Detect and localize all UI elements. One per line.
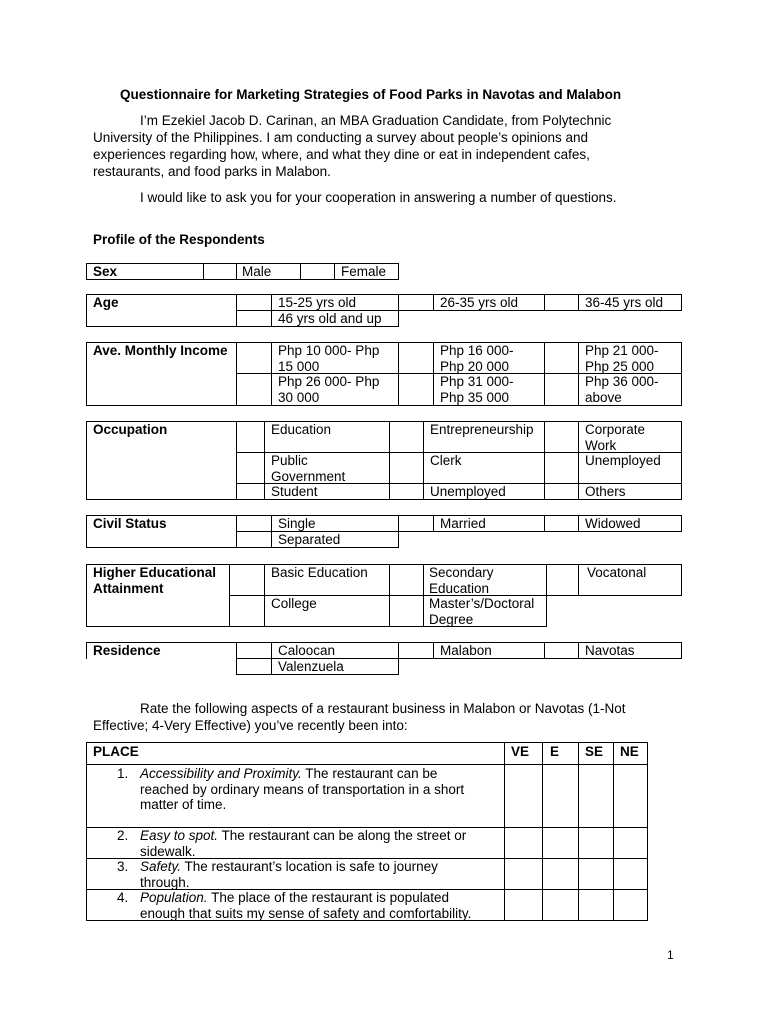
income-option-36k-above[interactable]: Php 36 000- above <box>585 374 659 405</box>
rate-instructions-line-1: Rate the following aspects of a restaurant business in Malabon or Navotas (1-Not <box>140 701 626 716</box>
document-title: Questionnaire for Marketing Strategies of Food Parks in Navotas and Malabon <box>120 87 622 102</box>
income-label: Ave. Monthly Income <box>93 343 228 358</box>
education-option-college[interactable]: College <box>271 596 317 611</box>
education-option-vocational[interactable]: Vocatonal <box>587 565 647 580</box>
occupation-option-public-government[interactable]: Public Government <box>271 453 346 484</box>
occupation-option-corporate-work[interactable]: Corporate Work <box>585 422 646 453</box>
occupation-option-education[interactable]: Education <box>271 422 332 437</box>
occupation-label: Occupation <box>93 422 168 437</box>
civil-status-option-married[interactable]: Married <box>440 516 486 531</box>
residence-label: Residence <box>93 643 161 658</box>
occupation-option-unemployed-2[interactable]: Unemployed <box>430 484 506 499</box>
income-option-10-15k[interactable]: Php 10 000- Php 15 000 <box>278 343 380 374</box>
education-option-masters-doctoral[interactable]: Master’s/Doctoral Degree <box>429 596 535 627</box>
education-option-basic[interactable]: Basic Education <box>271 565 368 580</box>
age-option-26-35[interactable]: 26-35 yrs old <box>440 295 519 310</box>
age-label: Age <box>93 295 119 310</box>
table-row: Accessibility and Proximity. The restaurant can be reached by ordinary means of transportation in a short matter of time. <box>140 766 465 812</box>
intro-line-3: experiences regarding how, where, and what they dine or eat in independent cafes, <box>93 147 590 162</box>
scale-header-ve: VE <box>511 744 530 759</box>
rate-instructions-line-2: Effective; 4-Very Effective) you’ve recently been into: <box>93 718 408 733</box>
sex-label: Sex <box>93 264 118 279</box>
table-row: Easy to spot. The restaurant can be along the street or sidewalk. <box>140 828 467 859</box>
scale-header-ne: NE <box>620 744 639 759</box>
age-option-36-45[interactable]: 36-45 yrs old <box>585 295 664 310</box>
sex-option-male[interactable]: Male <box>242 264 272 279</box>
occupation-option-student[interactable]: Student <box>271 484 318 499</box>
residence-option-malabon[interactable]: Malabon <box>440 643 492 658</box>
age-option-46-up[interactable]: 46 yrs old and up <box>278 311 382 326</box>
income-option-31-35k[interactable]: Php 31 000- Php 35 000 <box>440 374 514 405</box>
item-number: 2. <box>117 828 129 843</box>
cooperation-text: I would like to ask you for your cooperation in answering a number of questions. <box>140 190 617 205</box>
civil-status-option-separated[interactable]: Separated <box>278 532 341 547</box>
education-label: Higher Educational Attainment <box>93 565 217 596</box>
income-option-16-20k[interactable]: Php 16 000- Php 20 000 <box>440 343 514 374</box>
occupation-option-others[interactable]: Others <box>585 484 626 499</box>
intro-line-1: I’m Ezekiel Jacob D. Carinan, an MBA Graduation Candidate, from Polytechnic <box>140 113 612 128</box>
civil-status-label: Civil Status <box>93 516 167 531</box>
table-row: Safety. The restaurant’s location is safe to journey through. <box>140 859 438 890</box>
place-header: PLACE <box>93 744 139 759</box>
intro-line-4: restaurants, and food parks in Malabon. <box>93 164 331 179</box>
income-option-21-25k[interactable]: Php 21 000- Php 25 000 <box>585 343 659 374</box>
residence-option-caloocan[interactable]: Caloocan <box>278 643 336 658</box>
civil-status-option-single[interactable]: Single <box>278 516 316 531</box>
profile-heading: Profile of the Respondents <box>93 232 265 247</box>
civil-status-option-widowed[interactable]: Widowed <box>585 516 641 531</box>
income-option-26-30k[interactable]: Php 26 000- Php 30 000 <box>278 374 380 405</box>
sex-option-female[interactable]: Female <box>341 264 387 279</box>
occupation-option-entrepreneurship[interactable]: Entrepreneurship <box>430 422 534 437</box>
residence-option-valenzuela[interactable]: Valenzuela <box>278 659 344 674</box>
table-row: Population. The place of the restaurant is populated enough that suits my sense of safety and comfortability. <box>140 890 472 921</box>
occupation-option-clerk[interactable]: Clerk <box>430 453 462 468</box>
intro-line-2: University of the Philippines. I am conducting a survey about people’s opinions and <box>93 130 589 145</box>
scale-header-e: E <box>550 744 560 759</box>
item-number: 1. <box>117 766 129 781</box>
residence-option-navotas[interactable]: Navotas <box>585 643 635 658</box>
item-number: 3. <box>117 859 129 874</box>
item-number: 4. <box>117 890 129 905</box>
education-option-secondary[interactable]: Secondary Education <box>429 565 494 596</box>
occupation-option-unemployed[interactable]: Unemployed <box>585 453 661 468</box>
age-option-15-25[interactable]: 15-25 yrs old <box>278 295 357 310</box>
page-number: 1 <box>667 948 674 962</box>
scale-header-se: SE <box>585 744 604 759</box>
